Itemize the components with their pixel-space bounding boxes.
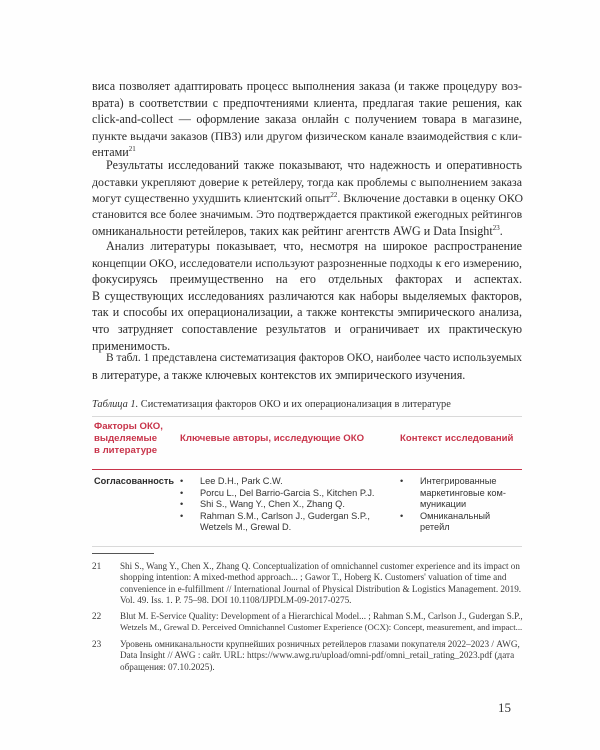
text-line: концепции ОКО, исследователи используют разрозненные подходы к его измерению, bbox=[92, 255, 522, 270]
text-line: в литературе, а также ключевых контекстов их эмпирического изучения. bbox=[92, 367, 466, 382]
bullet-icon: • bbox=[180, 487, 184, 498]
text-line: фокусируясь преимущественно на его отдельных факторах и аспектах. bbox=[92, 272, 522, 287]
header-authors: Ключевые авторы, исследующие ОКО bbox=[180, 433, 365, 444]
table-caption-label: Таблица 1. bbox=[92, 399, 139, 410]
footnote-number: 21 bbox=[92, 561, 102, 571]
header-context: Контекст исследований bbox=[400, 433, 514, 444]
table-bottom-rule bbox=[92, 546, 522, 547]
footnote-separator bbox=[92, 553, 154, 554]
footnote-line: Shi S., Wang Y., Chen X., Zhang Q. Conceptualization of omnichannel customer experience and its impact on bbox=[120, 561, 520, 571]
footnote-number: 22 bbox=[92, 611, 102, 621]
bullet-icon: • bbox=[180, 510, 184, 521]
paragraph-table-intro bbox=[92, 350, 522, 383]
footnote-text bbox=[120, 639, 522, 673]
text-line: В существующих исследованиях различаются как наборы выделяемых факторов, bbox=[92, 288, 522, 303]
text-line: пункте выдачи заказов (ПВЗ) или другом физическом канале взаимодействия с кли- bbox=[92, 128, 522, 143]
text-line: становится все более значимым. Это подтверждается практикой ежегодных рейтингов bbox=[92, 207, 523, 221]
footnote-text bbox=[120, 611, 522, 634]
author-item bbox=[178, 488, 392, 500]
cell-factor: Согласованность bbox=[94, 476, 174, 486]
text-line: виса позволяет адаптировать процесс выполнения заказа (и также процедуру воз- bbox=[92, 79, 522, 93]
context-text: Интегрированные bbox=[420, 476, 497, 486]
footnote-line: shopping intention: A mixed-method approach... ; Gawor T., Hoberg K. Customers' valuation of time and bbox=[120, 572, 507, 583]
header-factor-line: в литературе bbox=[94, 445, 158, 456]
text-line: В табл. 1 представлена систематизация факторов ОКО, наиболее часто используемых bbox=[106, 352, 522, 364]
text-fragment: омниканальности ретейлеров, таких как рейтинг агентств AWG и Data Insight bbox=[92, 224, 493, 239]
text-fragment: . Включение доставки в оценку ОКО bbox=[337, 191, 523, 206]
author-text: Lee D.H., Park C.W. bbox=[200, 476, 283, 486]
author-text: Porcu L., Del Barrio-Garcia S., Kitchen P.J. bbox=[200, 487, 375, 498]
footnote-line: convenience in e-fulfillment // International Journal of Physical Distribution & Logistics Management. 2019. bbox=[120, 583, 522, 594]
author-item bbox=[178, 511, 392, 523]
header-factor bbox=[94, 421, 174, 457]
text-fragment: могут существенно ухудшить клиентский опыт bbox=[92, 191, 331, 206]
text-line: применимость. bbox=[92, 338, 171, 353]
text-line bbox=[92, 190, 522, 207]
context-text-continued: муникации bbox=[420, 499, 467, 510]
text-line: врата) в соответствии с предпочтениями клиента, предлагая такие решения, как bbox=[92, 95, 522, 110]
author-text: Shi S., Wang Y., Chen X., Zhang Q. bbox=[200, 499, 345, 510]
text-line: Анализ литературы показывает, что, несмотря на широкое распространение bbox=[106, 239, 522, 253]
header-factor-line: выделяемые bbox=[94, 433, 158, 444]
text-fragment: ентами bbox=[92, 145, 129, 160]
context-text-continued: ретейл bbox=[420, 522, 450, 533]
footnote-line: Wetzels M., Grewal D. Perceived Omnichannel Customer Experience (OCX): Concept, measurement, and impact... bbox=[120, 622, 523, 633]
paragraph-continuation bbox=[92, 78, 522, 161]
table-caption bbox=[92, 399, 451, 410]
footnote-line: обращения: 07.10.2025). bbox=[120, 661, 215, 672]
footnote-line: Data Insight // AWG : сайт. URL: https://www.awg.ru/upload/omni-pdf/omni_retail_rating_2023.pdf (дата bbox=[120, 650, 515, 661]
context-item bbox=[398, 476, 522, 488]
author-text: Rahman S.M., Carlson J., Gudergan S.P., bbox=[200, 510, 370, 521]
bullet-icon: • bbox=[400, 510, 404, 521]
context-item bbox=[398, 511, 522, 523]
header-factor-line: Факторы ОКО, bbox=[94, 421, 163, 432]
paragraph-literature bbox=[92, 238, 522, 354]
footnote-text bbox=[120, 561, 522, 606]
author-item bbox=[178, 499, 392, 511]
footnote-ref[interactable]: 23 bbox=[492, 224, 500, 233]
footnote-ref[interactable]: 22 bbox=[330, 191, 338, 200]
paragraph-delivery bbox=[92, 157, 522, 240]
text-fragment: . bbox=[499, 224, 503, 239]
footnote-line: Уровень омниканальности крупнейших розничных ретейлеров глазами покупателя 2022–2023 / AWG, bbox=[120, 639, 520, 649]
table-header-row bbox=[92, 416, 522, 470]
bullet-icon: • bbox=[180, 499, 184, 510]
author-item bbox=[178, 476, 392, 488]
text-line: Результаты исследований также показывают, что надежность и оперативность bbox=[106, 158, 522, 172]
page-number: 15 bbox=[498, 700, 511, 715]
footnote-number: 23 bbox=[92, 639, 102, 649]
cell-authors bbox=[178, 476, 392, 534]
table-caption-text: Систематизация факторов ОКО и их операционализация в литературе bbox=[138, 399, 451, 410]
footnote-line: Blut M. E-Service Quality: Development of a Hierarchical Model... ; Rahman S.M., Carlson J., Gudergan S.P., bbox=[120, 611, 523, 621]
bullet-icon: • bbox=[400, 476, 404, 486]
context-text-continued: маркетинговые ком- bbox=[420, 487, 506, 498]
bullet-icon: • bbox=[180, 476, 184, 486]
footnote-ref[interactable]: 21 bbox=[128, 145, 136, 154]
text-line: click-and-collect — оформление заказа онлайн с получением товара в магазине, bbox=[92, 112, 522, 127]
footnote-line: Vol. 49. Iss. 1. P. 75–98. DOI 10.1108/IJPDLM-09-2017-0275. bbox=[120, 594, 352, 605]
text-line: что затрудняет сопоставление результатов и ограничивает их практическую bbox=[92, 321, 522, 336]
text-line: доставки укрепляют доверие к ретейлеру, тогда как проблемы с выполнением заказа bbox=[92, 174, 522, 189]
cell-context bbox=[398, 476, 522, 534]
text-line: так и способы их операционализации, а также контексты эмпирического анализа, bbox=[92, 305, 522, 320]
context-text: Омниканальный bbox=[420, 510, 491, 521]
author-item-continued: Wetzels M., Grewal D. bbox=[200, 522, 292, 533]
